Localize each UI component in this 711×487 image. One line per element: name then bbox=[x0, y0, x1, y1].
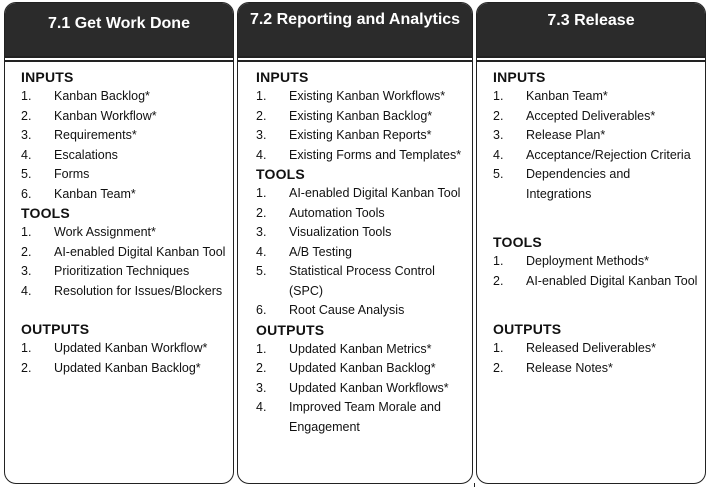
list-item: 5. Forms bbox=[21, 167, 90, 181]
list-item: 6. Root Cause Analysis bbox=[256, 303, 405, 317]
list-item: 3. Requirements* bbox=[21, 128, 137, 142]
column-body bbox=[238, 60, 472, 484]
list-item: 2. AI-enabled Digital Kanban Tool bbox=[493, 273, 698, 288]
outputs-list bbox=[493, 339, 699, 378]
section-heading-outputs: OUTPUTS bbox=[256, 321, 325, 338]
divider bbox=[474, 483, 475, 487]
list-item: 2. Automation Tools bbox=[256, 205, 385, 220]
section-heading-outputs: OUTPUTS bbox=[21, 321, 90, 337]
list-item: 1. Existing Kanban Workflows* bbox=[256, 89, 446, 103]
column-title: 7.3 Release bbox=[477, 3, 705, 58]
list-item: 2. AI-enabled Digital Kanban Tool bbox=[21, 244, 226, 259]
list-item: 1. Updated Kanban Workflow* bbox=[21, 341, 208, 355]
list-item: 4. Acceptance/Rejection Criteria bbox=[493, 147, 691, 162]
column-get-work-done bbox=[4, 2, 234, 484]
column-reporting-and-analytics bbox=[237, 2, 473, 484]
list-item: 4. Escalations bbox=[21, 147, 118, 162]
section-heading-inputs: INPUTS bbox=[21, 69, 74, 85]
list-item: 1. Deployment Methods* bbox=[493, 254, 649, 268]
list-item: 3. Release Plan* bbox=[493, 128, 606, 142]
section-heading-tools: TOOLS bbox=[493, 234, 542, 250]
list-item: 4. Existing Forms and Templates* bbox=[256, 147, 462, 162]
column-body bbox=[5, 60, 233, 484]
inputs-list bbox=[21, 87, 227, 204]
inputs-list bbox=[256, 87, 466, 165]
column-release bbox=[476, 2, 706, 484]
outputs-list bbox=[256, 340, 466, 438]
column-body bbox=[477, 60, 705, 484]
list-item: 3. Visualization Tools bbox=[256, 225, 392, 239]
list-item: 2. Updated Kanban Backlog* bbox=[21, 360, 201, 375]
list-item: 6. Kanban Team* bbox=[21, 186, 136, 201]
list-item: 1. Kanban Team* bbox=[493, 89, 608, 103]
section-heading-inputs: INPUTS bbox=[493, 69, 546, 85]
list-item: 1. Released Deliverables* bbox=[493, 341, 656, 355]
column-title: 7.2 Reporting and Analytics bbox=[238, 3, 472, 58]
tools-list bbox=[256, 184, 466, 321]
inputs-list bbox=[493, 87, 699, 204]
list-item: 3. Existing Kanban Reports* bbox=[256, 128, 432, 142]
list-item: 4. A/B Testing bbox=[256, 244, 353, 259]
list-item: 5. Dependencies and Integrations bbox=[493, 167, 631, 201]
list-item: 4. Improved Team Morale and Engagement bbox=[256, 400, 441, 434]
list-item: 1. AI-enabled Digital Kanban Tool bbox=[256, 186, 461, 200]
list-item: 3. Updated Kanban Workflows* bbox=[256, 380, 449, 395]
section-heading-tools: TOOLS bbox=[256, 166, 305, 182]
tools-list bbox=[493, 252, 699, 291]
list-item: 2. Updated Kanban Backlog* bbox=[256, 361, 436, 375]
list-item: 5. Statistical Process Control (SPC) bbox=[256, 264, 435, 298]
section-heading-outputs: OUTPUTS bbox=[493, 321, 562, 337]
tools-list bbox=[21, 223, 227, 301]
list-item: 1. Kanban Backlog* bbox=[21, 89, 150, 103]
outputs-list bbox=[21, 339, 227, 378]
section-heading-inputs: INPUTS bbox=[256, 69, 309, 85]
list-item: 2. Kanban Workflow* bbox=[21, 108, 157, 123]
list-item: 1. Updated Kanban Metrics* bbox=[256, 341, 432, 356]
list-item: 4. Resolution for Issues/Blockers bbox=[21, 283, 223, 298]
list-item: 2. Existing Kanban Backlog* bbox=[256, 108, 433, 123]
section-heading-tools: TOOLS bbox=[21, 205, 70, 221]
list-item: 1. Work Assignment* bbox=[21, 225, 156, 239]
column-title: 7.1 Get Work Done bbox=[5, 3, 233, 58]
list-item: 2. Release Notes* bbox=[493, 360, 613, 375]
list-item: 2. Accepted Deliverables* bbox=[493, 108, 656, 123]
list-item: 3. Prioritization Techniques bbox=[21, 264, 190, 278]
